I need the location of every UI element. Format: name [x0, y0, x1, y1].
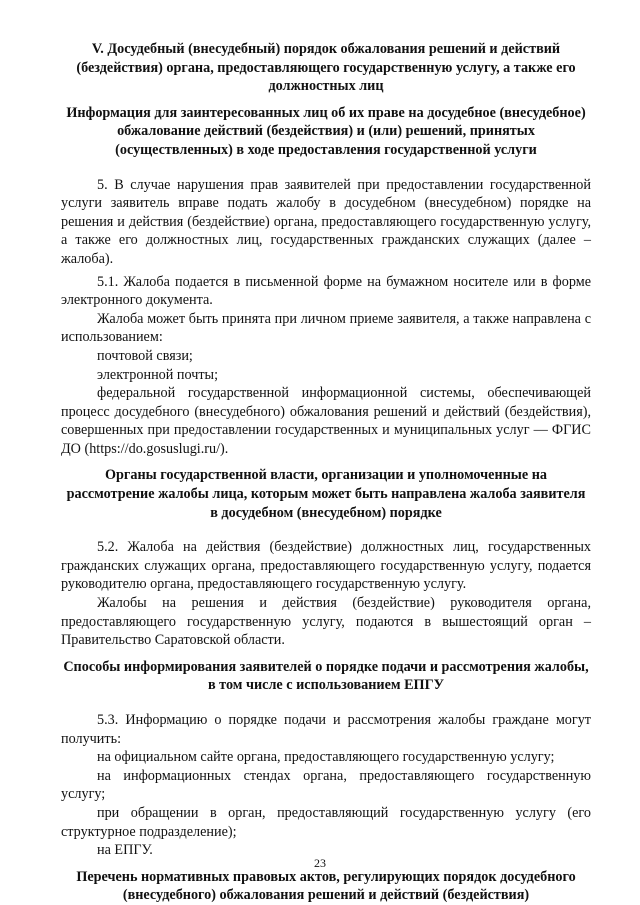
list-item-stands: на информационных стендах органа, предоставляющего государственную услугу;: [61, 767, 591, 803]
list-item-office: при обращении в орган, предоставляющий государственную услугу (его структурное подразделение);: [61, 804, 591, 840]
paragraph-5-3: 5.3. Информацию о порядке подачи и рассмотрения жалобы граждане могут получить:: [61, 712, 591, 747]
list-item-email: электронной почты;: [97, 366, 219, 383]
section-title: V. Досудебный (внесудебный) порядок обжалования решений и действий (бездействия) органа, предоставляющего государственную услугу, а также его должностных лиц: [76, 41, 576, 95]
heading-ways: Способы информирования заявителей о порядке подачи и рассмотрения жалобы, в том числе с использованием ЕПГУ: [63, 658, 589, 694]
list-item-epgu: на ЕПГУ.: [97, 842, 153, 859]
page-number: 23: [314, 856, 326, 870]
paragraph-5: 5. В случае нарушения прав заявителей при предоставлении государственной услуги заявитель вправе подать жалобу в досудебном (внесудебном) порядке на решения и действия (бездействие) органа, предоставляющего государственную услугу, а также его должностных лиц, государственных гражданских служащих (далее – жалоба).: [61, 176, 591, 267]
paragraph-5-2: 5.2. Жалоба на действия (бездействие) должностных лиц, государственных гражданских служащих органа, предоставляющего государственную услугу, подается руководителю органа, предоставляющего государственную услугу.: [61, 539, 591, 593]
heading-bodies: Органы государственной власти, организации и уполномоченные на рассмотрение жалобы лица, которым может быть направлена жалоба заявителя в досудебном (внесудебном) порядке: [66, 467, 586, 521]
list-item-website: на официальном сайте органа, предоставляющего государственную услугу;: [97, 749, 555, 766]
heading-info: Информация для заинтересованных лиц об их праве на досудебное (внесудебное) обжалование действий (бездействия) и (или) решений, принятых (осуществленных) в ходе предоставления государственной услуги: [66, 104, 586, 158]
paragraph-5-1-methods: Жалоба может быть принята при личном приеме заявителя, а также направлена с использованием:: [61, 310, 591, 346]
list-item-mail: почтовой связи;: [97, 347, 193, 364]
list-item-fgis: федеральной государственной информационной системы, обеспечивающей процесс досудебного (внесудебного) обжалования решений и действий (бездействия), совершенных при предоставлении государственных и муниципальных услуг — ФГИС ДО (https://do.gosuslugi.ru/).: [61, 385, 591, 457]
heading-acts: Перечень нормативных правовых актов, регулирующих порядок досудебного (внесудебного) обжалования решений и действий (бездействия): [76, 868, 576, 904]
paragraph-5-1: 5.1. Жалоба подается в письменной форме на бумажном носителе или в форме электронного документа.: [61, 273, 591, 309]
paragraph-5-2-b: Жалобы на решения и действия (бездействие) руководителя органа, предоставляющего государственную услугу, подаются в вышестоящий орган – Правительство Саратовской области.: [61, 595, 591, 649]
